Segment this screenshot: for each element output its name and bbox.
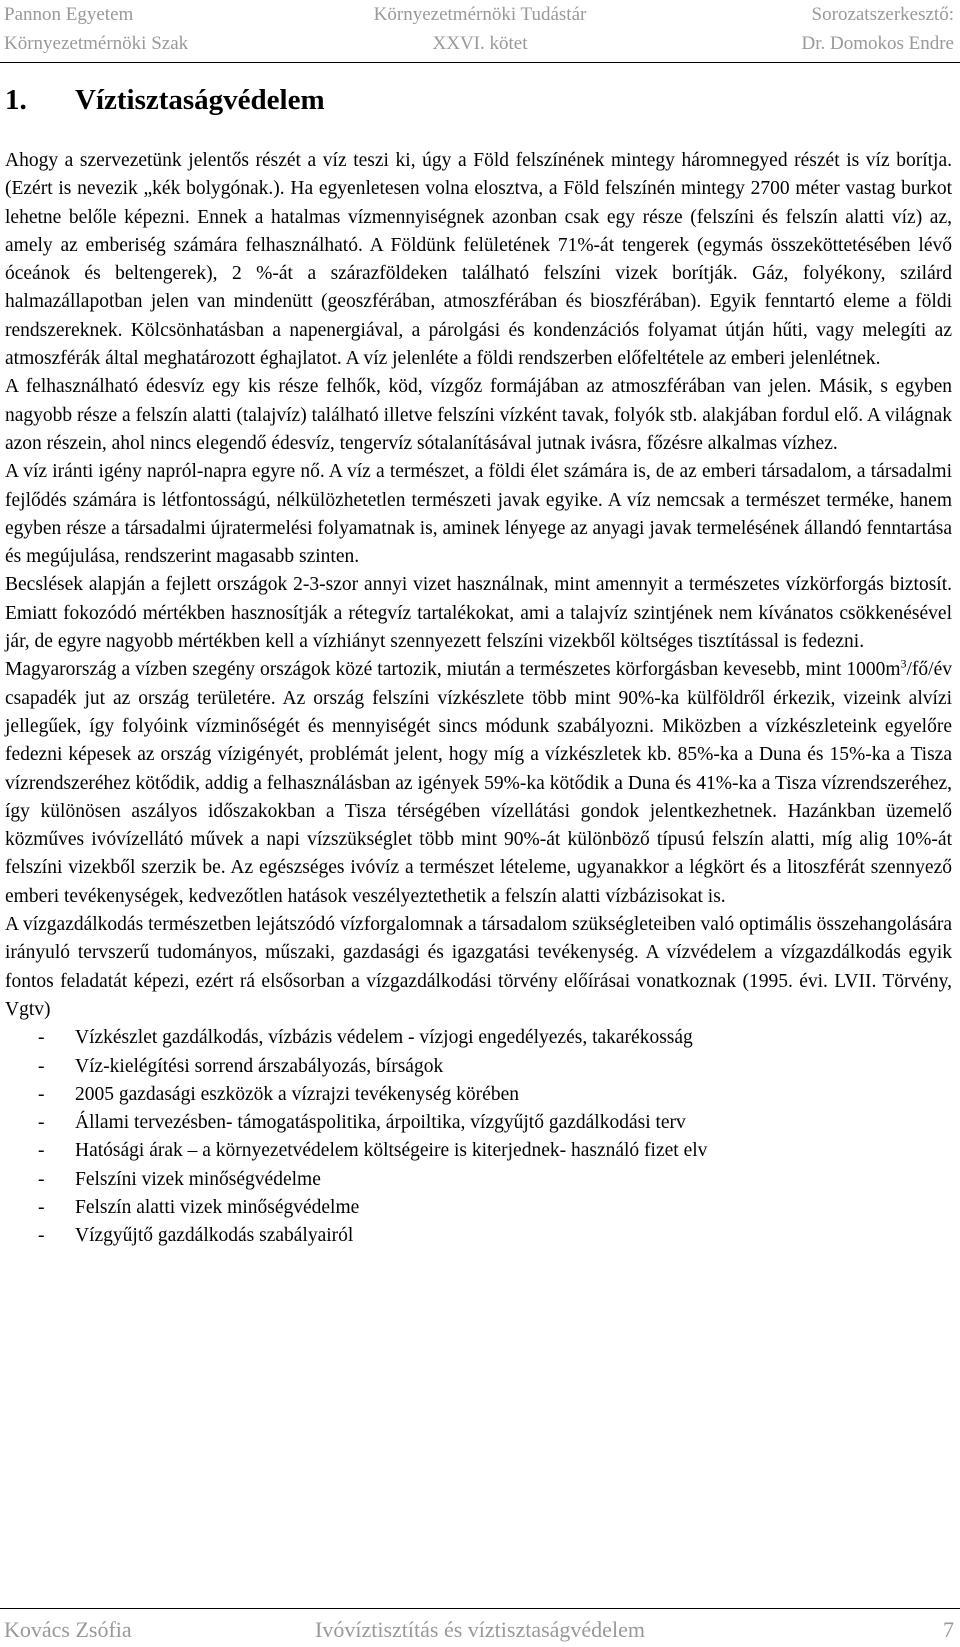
paragraph-5-part-2: /fő/év csapadék jut az ország területére. Az ország felszíni vízkészlete több mint 90%-ka külföldről érkezik, vizeink alvízi jellegűek, így folyóink vízminőségét és mennyiségét sincs módunk szabályozni. Miközben a vízkészleteink egyelőre fedezni képesek az ország vízigényét, problémát jelent, hogy míg a vízkészletek kb. 85%-ka a Duna és 15%-ka a Tisza vízrendszeréhez kötődik, addig a felhasználásban az igények 59%-ka kötődik a Duna és 41%-ka a Tisza vízrendszeréhez, így különösen aszályos időszakokban a Tisza térségében vízellátási gondok jelentkezhetnek. Hazánkban üzemelő közműves ivóvízellátó művek a napi vízszükséglet több mint 90%-át különböző típusú felszín alatti, míg alig 10%-át felszíni vizekből szerzik be. Az egészséges ivóvíz a természet lételeme, ugyanakkor a légkört és a litoszférát szennyező emberi tevékenységek, kedvezőtlen hatások veszélyeztethetik a felszín alatti vízbázisokat is.: [5, 659, 952, 907]
list-item-text: Vízgyűjtő gazdálkodás szabályairól: [75, 1225, 354, 1247]
header-volume: XXVI. kötet: [432, 33, 528, 54]
header-editor-label: Sorozatszerkesztő:: [811, 4, 954, 25]
list-dash: -: [38, 1055, 45, 1077]
list-item-text: 2005 gazdasági eszközök a vízrajzi tevékenység körében: [75, 1083, 519, 1105]
list-item: [5, 1109, 952, 1137]
paragraph-6: A vízgazdálkodás természetben lejátszódó vízforgalomnak a társadalom szükségleteiben való optimális összehangolására irányuló tervszerű tudományos, műszaki, gazdasági és igazgatási tevékenység. A vízvédelem a vízgazdálkodás egyik fontos feladatát képezi, ezért rá elsősorban a vízgazdálkodási törvény előírásai vonatkoznak (1995. évi. LVII. Törvény, Vgtv): [5, 914, 952, 1020]
list-dash: -: [38, 1168, 45, 1190]
document-body: [5, 147, 952, 1251]
list-item-text: Hatósági árak – a környezetvédelem költségeire is kiterjednek- használó fizet elv: [75, 1140, 708, 1162]
paragraph-2: A felhasználható édesvíz egy kis része felhők, köd, vízgőz formájában az atmoszférában van jelen. Másik, s egyben nagyobb része a felszín alatti (talajvíz) található illetve felszíni vízként tavak, folyók stb. alakjában fordul elő. A világnak azon részein, ahol nincs elegendő édesvíz, tengervíz sótalanításával jutnak ivásra, főzésre alkalmas vízhez.: [5, 376, 952, 454]
list-item: [5, 1024, 952, 1052]
topic-list: [5, 1024, 952, 1250]
list-item-text: Felszín alatti vizek minőségvédelme: [75, 1196, 360, 1218]
paragraph-4: Becslések alapján a fejlett országok 2-3-szor annyi vizet használnak, mint amennyit a természetes vízkörforgás biztosít. Emiatt fokozódó mértékben hasznosítják a rétegvíz tartalékokat, ami a talajvíz szintjének nem kívánatos csökkenésével jár, de egyre nagyobb mértékben kell a vízhiányt szennyezett felszíni vizekből költséges tisztítással is fedezni.: [5, 574, 952, 653]
header-editor-name: Dr. Domokos Endre: [801, 33, 954, 54]
list-item: [5, 1194, 952, 1222]
list-item: [5, 1166, 952, 1194]
paragraph-5: [5, 656, 952, 911]
header-major: Környezetmérnöki Szak: [4, 33, 189, 54]
section-number: 1.: [5, 84, 27, 116]
page-header: [0, 0, 960, 63]
list-item-text: Állami tervezésben- támogatáspolitika, árpoiltika, vízgyűjtő gazdálkodási terv: [75, 1112, 686, 1134]
header-right: [801, 0, 954, 58]
header-university: Pannon Egyetem: [4, 4, 134, 25]
list-dash: -: [38, 1112, 45, 1134]
list-item-text: Felszíni vizek minőségvédelme: [75, 1168, 321, 1190]
list-item: [5, 1081, 952, 1109]
page-number: 7: [943, 1617, 954, 1642]
list-item: [5, 1137, 952, 1165]
page-footer: [0, 1608, 960, 1647]
paragraph-5-part-1: Magyarország a vízben szegény országok közé tartozik, miután a természetes körforgásban kevesebb, mint 1000m: [5, 659, 901, 681]
footer-title: Ivóvíztisztítás és víztisztaságvédelem: [315, 1617, 645, 1642]
paragraph-1: Ahogy a szervezetünk jelentős részét a víz teszi ki, úgy a Föld felszínének mintegy háromnegyed részét is víz borítja. (Ezért is nevezik „kék bolygónak.). Ha egyenletesen volna elosztva, a Föld felszínén mintegy 2700 méter vastag burkot lehetne belőle képezni. Ennek a hatalmas vízmennyiségnek azonban csak egy része (felszíni és felszín alatti víz) az, amely az emberiség számára felhasználható. A Földünk felületének 71%-át tengerek (egymás összeköttetésében lévő óceánok és beltengerek), 2 %-át a szárazföldeken található felszíni vizek borítják. Gáz, folyékony, szilárd halmazállapotban jelen van mindenütt (geoszférában, atmoszférában és bioszférában). Egyik fenntartó eleme a földi rendszereknek. Kölcsönhatásban a napenergiával, a párolgási és kondenzációs folyamat útján hűti, vagy melegíti az atmoszférák által meghatározott éghajlatot. A víz jelenléte a földi rendszerben előfeltétele az emberi jelenlétnek.: [5, 150, 952, 370]
list-dash: -: [38, 1196, 45, 1218]
list-item: [5, 1053, 952, 1081]
paragraph-3: A víz iránti igény napról-napra egyre nő. A víz a természet, a földi élet számára is, de az emberi társadalom, a társadalmi fejlődés számára is létfontosságú, nélkülözhetetlen természeti javak egyike. A víz nemcsak a természet terméke, hanem egyben része a társadalmi újratermelési folyamatnak is, aminek lényege az anyagi javak termelésének állandó fenntartása és megújulása, rendszerint magasabb szinten.: [5, 461, 952, 568]
section-heading: [5, 82, 325, 118]
list-dash: -: [38, 1027, 45, 1049]
section-title: Víztisztaságvédelem: [75, 84, 325, 116]
list-item-text: Vízkészlet gazdálkodás, vízbázis védelem - vízjogi engedélyezés, takarékosság: [75, 1027, 693, 1049]
list-dash: -: [38, 1083, 45, 1105]
list-item: [5, 1222, 952, 1250]
header-series: Környezetmérnöki Tudástár: [373, 4, 587, 25]
footer-author: Kovács Zsófia: [4, 1617, 132, 1642]
list-item-text: Víz-kielégítési sorrend árszabályozás, bírságok: [75, 1055, 444, 1077]
list-dash: -: [38, 1140, 45, 1162]
cubic-superscript: 3: [900, 656, 907, 671]
list-dash: -: [38, 1225, 45, 1247]
